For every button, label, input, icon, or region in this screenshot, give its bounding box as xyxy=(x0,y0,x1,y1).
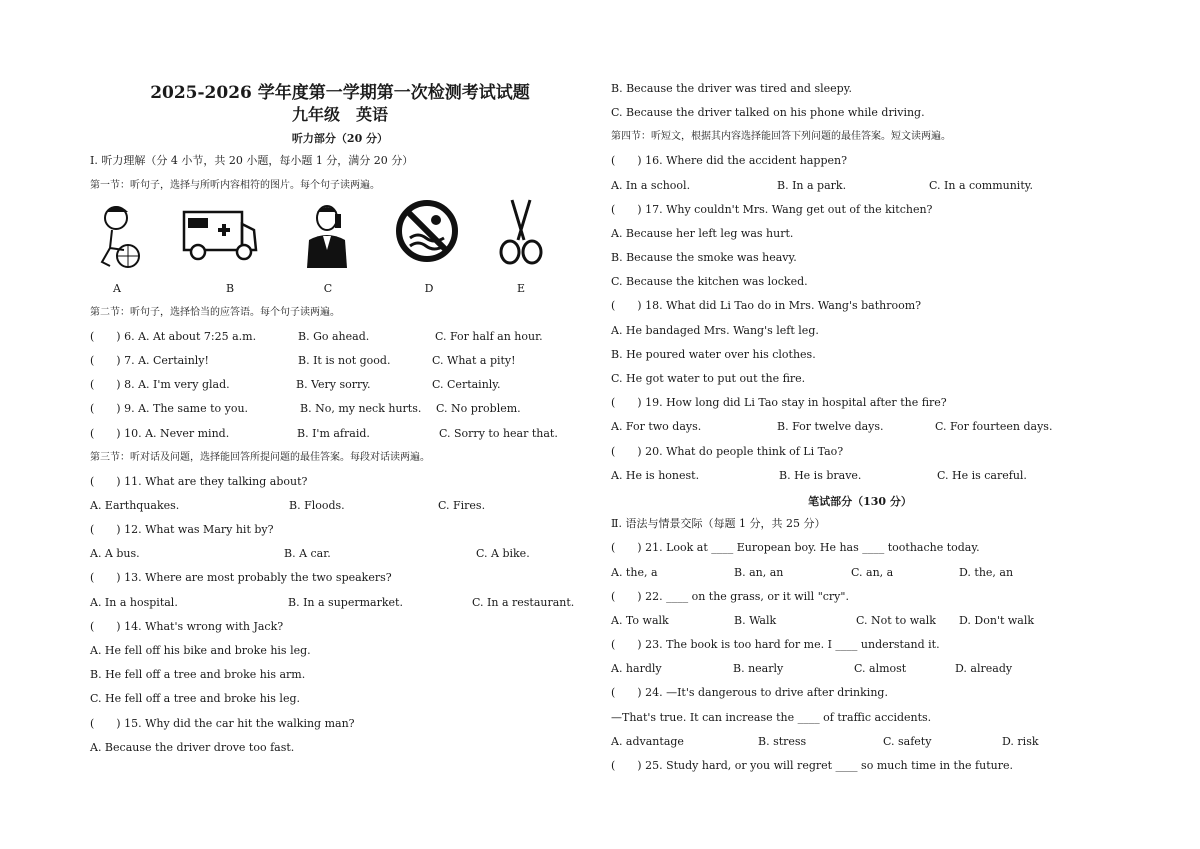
q19-option-c: C. For fourteen days. xyxy=(935,420,1053,433)
q15-question: ( ) 15. Why did the car hit the walking man? xyxy=(90,717,355,730)
q16-option-c: C. In a community. xyxy=(929,179,1034,192)
q21-option-d: D. the, an xyxy=(959,566,1014,579)
q16-option-a: A. In a school. xyxy=(611,179,691,192)
q10-option-b: B. I'm afraid. xyxy=(297,427,370,440)
wheelchair-girl-picture xyxy=(88,200,150,270)
sec1-instruction: 第一节：听句子，选择与所听内容相符的图片。每个句子读两遍。 xyxy=(90,180,380,191)
q24-option-a: A. advantage xyxy=(611,735,684,748)
q6-option-a: ( ) 6. A. At about 7:25 a.m. xyxy=(90,330,257,343)
q24-question: ( ) 24. —It's dangerous to drive after drinking. xyxy=(611,686,888,699)
q17-option-b: B. Because the smoke was heavy. xyxy=(611,251,797,264)
sec2-instruction: 第二节：听句子，选择恰当的应答语。每个句子读两遍。 xyxy=(90,307,340,318)
picture-label-a: A xyxy=(113,282,121,295)
q18-option-b: B. He poured water over his clothes. xyxy=(611,348,816,361)
q14-option-a: A. He fell off his bike and broke his leg. xyxy=(90,644,311,657)
q7-option-b: B. It is not good. xyxy=(298,354,391,367)
q24-option-c: C. safety xyxy=(883,735,932,748)
q14-option-b: B. He fell off a tree and broke his arm. xyxy=(90,668,306,681)
picture-label-b: B xyxy=(225,282,235,295)
q16-question: ( ) 16. Where did the accident happen? xyxy=(611,154,848,167)
q13-option-b: B. In a supermarket. xyxy=(288,596,403,609)
picture-label-e: E xyxy=(516,282,526,295)
q15-option-a: A. Because the driver drove too fast. xyxy=(90,741,295,754)
q22-option-c: C. Not to walk xyxy=(856,614,936,627)
q15-option-c: C. Because the driver talked on his phone while driving. xyxy=(611,106,925,119)
man-on-phone-picture xyxy=(297,200,359,270)
q20-option-c: C. He is careful. xyxy=(937,469,1027,482)
q23-question: ( ) 23. The book is too hard for me. I ____ understand it. xyxy=(611,638,940,651)
q11-option-b: B. Floods. xyxy=(289,499,345,512)
q20-question: ( ) 20. What do people think of Li Tao? xyxy=(611,445,844,458)
q11-option-a: A. Earthquakes. xyxy=(90,499,180,512)
q14-question: ( ) 14. What's wrong with Jack? xyxy=(90,620,284,633)
q9-option-b: B. No, my neck hurts. xyxy=(300,402,422,415)
no-swimming-sign-picture xyxy=(394,196,460,266)
written-header: 笔试部分（130 分） xyxy=(808,495,912,508)
q20-option-a: A. He is honest. xyxy=(611,469,700,482)
q12-question: ( ) 12. What was Mary hit by? xyxy=(90,523,274,536)
q10-option-a: ( ) 10. A. Never mind. xyxy=(90,427,230,440)
q16-option-b: B. In a park. xyxy=(777,179,847,192)
listening-header: 听力部分（20 分） xyxy=(291,132,389,145)
q21-option-a: A. the, a xyxy=(611,566,658,579)
q8-option-a: ( ) 8. A. I'm very glad. xyxy=(90,378,230,391)
q21-option-c: C. an, a xyxy=(851,566,894,579)
sec3-instruction: 第三节：听对话及问题，选择能回答所提问题的最佳答案。每段对话读两遍。 xyxy=(90,452,430,463)
q9-option-c: C. No problem. xyxy=(436,402,521,415)
q17-question: ( ) 17. Why couldn't Mrs. Wang get out of the kitchen? xyxy=(611,203,933,216)
q19-option-b: B. For twelve days. xyxy=(777,420,884,433)
sec4-instruction: 第四节：听短文，根据其内容选择能回答下列问题的最佳答案。短文读两遍。 xyxy=(611,131,951,142)
q22-option-a: A. To walk xyxy=(611,614,669,627)
q11-question: ( ) 11. What are they talking about? xyxy=(90,475,308,488)
q11-option-c: C. Fires. xyxy=(438,499,486,512)
q25-question: ( ) 25. Study hard, or you will regret ____ so much time in the future. xyxy=(611,759,1013,772)
part2-instruction: Ⅱ. 语法与情景交际（每题 1 分，共 25 分） xyxy=(611,517,826,530)
scissors-picture xyxy=(490,196,552,266)
q8-option-b: B. Very sorry. xyxy=(296,378,371,391)
q17-option-c: C. Because the kitchen was locked. xyxy=(611,275,808,288)
q10-option-c: C. Sorry to hear that. xyxy=(439,427,558,440)
ambulance-picture xyxy=(180,204,260,264)
q22-option-b: B. Walk xyxy=(734,614,777,627)
q13-option-a: A. In a hospital. xyxy=(90,596,178,609)
q9-option-a: ( ) 9. A. The same to you. xyxy=(90,402,249,415)
q24-response: —That's true. It can increase the ____ of traffic accidents. xyxy=(611,711,932,724)
q22-option-d: D. Don't walk xyxy=(959,614,1035,627)
q6-option-c: C. For half an hour. xyxy=(435,330,543,343)
q12-option-a: A. A bus. xyxy=(90,547,140,560)
q18-option-a: A. He bandaged Mrs. Wang's left leg. xyxy=(611,324,819,337)
q12-option-c: C. A bike. xyxy=(476,547,530,560)
q7-option-a: ( ) 7. A. Certainly! xyxy=(90,354,209,367)
q15-option-b: B. Because the driver was tired and sleepy. xyxy=(611,82,852,95)
q14-option-c: C. He fell off a tree and broke his leg. xyxy=(90,692,300,705)
q24-option-d: D. risk xyxy=(1002,735,1039,748)
q13-option-c: C. In a restaurant. xyxy=(472,596,575,609)
q21-question: ( ) 21. Look at ____ European boy. He has ____ toothache today. xyxy=(611,541,980,554)
q12-option-b: B. A car. xyxy=(284,547,331,560)
q18-question: ( ) 18. What did Li Tao do in Mrs. Wang's bathroom? xyxy=(611,299,922,312)
picture-label-d: D xyxy=(424,282,434,295)
q23-option-c: C. almost xyxy=(854,662,907,675)
q18-option-c: C. He got water to put out the fire. xyxy=(611,372,806,385)
q7-option-c: C. What a pity! xyxy=(432,354,516,367)
q19-option-a: A. For two days. xyxy=(611,420,702,433)
q23-option-d: D. already xyxy=(955,662,1013,675)
q24-option-b: B. stress xyxy=(758,735,807,748)
q21-option-b: B. an, an xyxy=(734,566,784,579)
q23-option-b: B. nearly xyxy=(733,662,784,675)
q23-option-a: A. hardly xyxy=(611,662,662,675)
q8-option-c: C. Certainly. xyxy=(432,378,501,391)
exam-subtitle: 九年级 英语 xyxy=(291,105,388,124)
part1-instruction: Ⅰ. 听力理解（分 4 小节，共 20 小题，每小题 1 分，满分 20 分） xyxy=(90,154,414,167)
q20-option-b: B. He is brave. xyxy=(779,469,862,482)
q6-option-b: B. Go ahead. xyxy=(298,330,370,343)
q13-question: ( ) 13. Where are most probably the two speakers? xyxy=(90,571,392,584)
exam-title: 2025-2026 学年度第一学期第一次检测考试试题 xyxy=(150,83,530,103)
q19-question: ( ) 19. How long did Li Tao stay in hospital after the fire? xyxy=(611,396,947,409)
picture-label-c: C xyxy=(323,282,333,295)
q22-question: ( ) 22. ____ on the grass, or it will "cry". xyxy=(611,590,849,603)
q17-option-a: A. Because her left leg was hurt. xyxy=(611,227,794,240)
